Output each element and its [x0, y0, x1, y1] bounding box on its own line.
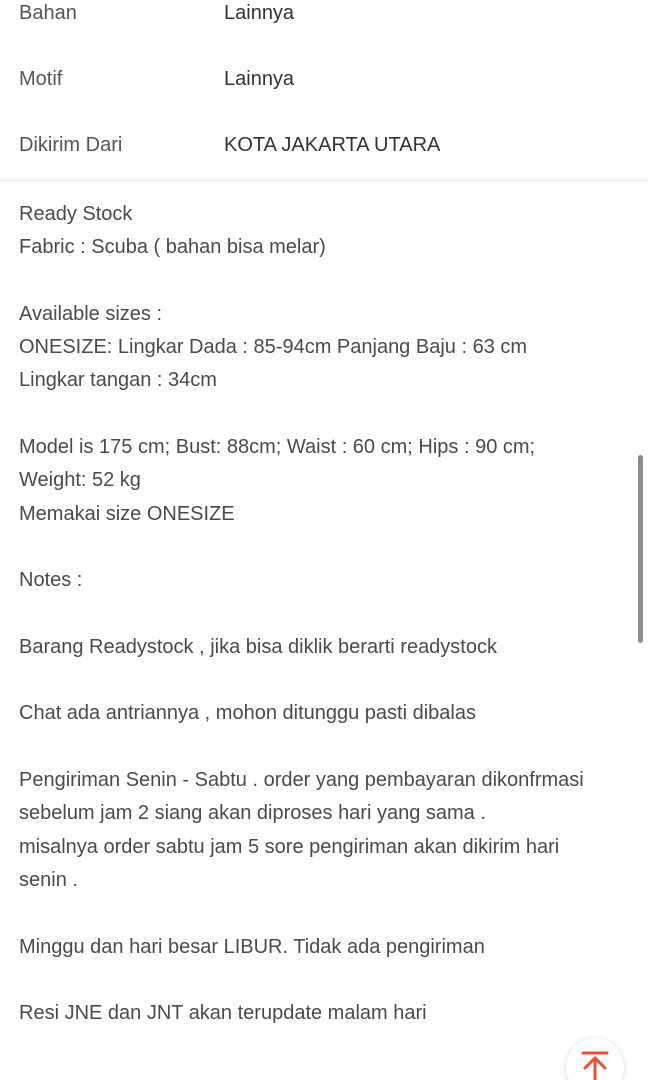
description-line: Notes :	[19, 569, 83, 592]
arrow-up-to-line-icon	[580, 1050, 610, 1080]
description-line	[19, 265, 634, 298]
description-line	[19, 531, 634, 564]
description-line	[19, 398, 634, 431]
description-line: senin .	[19, 868, 78, 891]
description-line: sebelum jam 2 siang akan diproses hari yang sama .	[19, 802, 486, 825]
description-line: Resi JNE dan JNT akan terupdate malam hari	[19, 1002, 427, 1025]
description-line: Fabric : Scuba ( bahan bisa melar)	[19, 236, 326, 259]
back-to-top-button[interactable]	[566, 1038, 624, 1080]
description-line	[19, 897, 634, 930]
scrollbar-thumb[interactable]	[638, 455, 643, 643]
description-line: Model is 175 cm; Bust: 88cm; Waist : 60 cm; Hips : 90 cm;	[19, 436, 536, 459]
spec-row-motif	[0, 59, 648, 99]
description-line	[19, 964, 634, 997]
description-line	[19, 598, 634, 631]
product-specifications	[0, 0, 648, 181]
spec-value: Lainnya	[224, 2, 295, 24]
spec-row-dikirim-dari	[0, 125, 648, 165]
product-description	[19, 198, 634, 1030]
description-line	[19, 731, 634, 764]
description-line: Pengiriman Senin - Sabtu . order yang pembayaran dikonfrmasi	[19, 769, 584, 792]
spec-value: KOTA JAKARTA UTARA	[224, 134, 441, 156]
description-line	[19, 664, 634, 697]
description-line: Available sizes :	[19, 302, 163, 325]
description-line: Memakai size ONESIZE	[19, 502, 235, 525]
description-line: Lingkar tangan : 34cm	[19, 369, 217, 392]
spec-label: Bahan	[19, 2, 77, 24]
spec-row-bahan	[0, 0, 648, 33]
description-line: Minggu dan hari besar LIBUR. Tidak ada pengiriman	[19, 935, 485, 958]
spec-label: Motif	[19, 68, 63, 90]
spec-label: Dikirim Dari	[19, 134, 123, 156]
description-line: Barang Readystock , jika bisa diklik berarti readystock	[19, 635, 497, 658]
description-line: misalnya order sabtu jam 5 sore pengiriman akan dikirim hari	[19, 835, 560, 858]
description-line: Chat ada antriannya , mohon ditunggu pasti dibalas	[19, 702, 476, 725]
description-line: Ready Stock	[19, 203, 133, 225]
description-line: ONESIZE: Lingkar Dada : 85-94cm Panjang Baju : 63 cm	[19, 336, 528, 359]
description-line: Weight: 52 kg	[19, 469, 141, 492]
spec-value: Lainnya	[224, 68, 295, 90]
